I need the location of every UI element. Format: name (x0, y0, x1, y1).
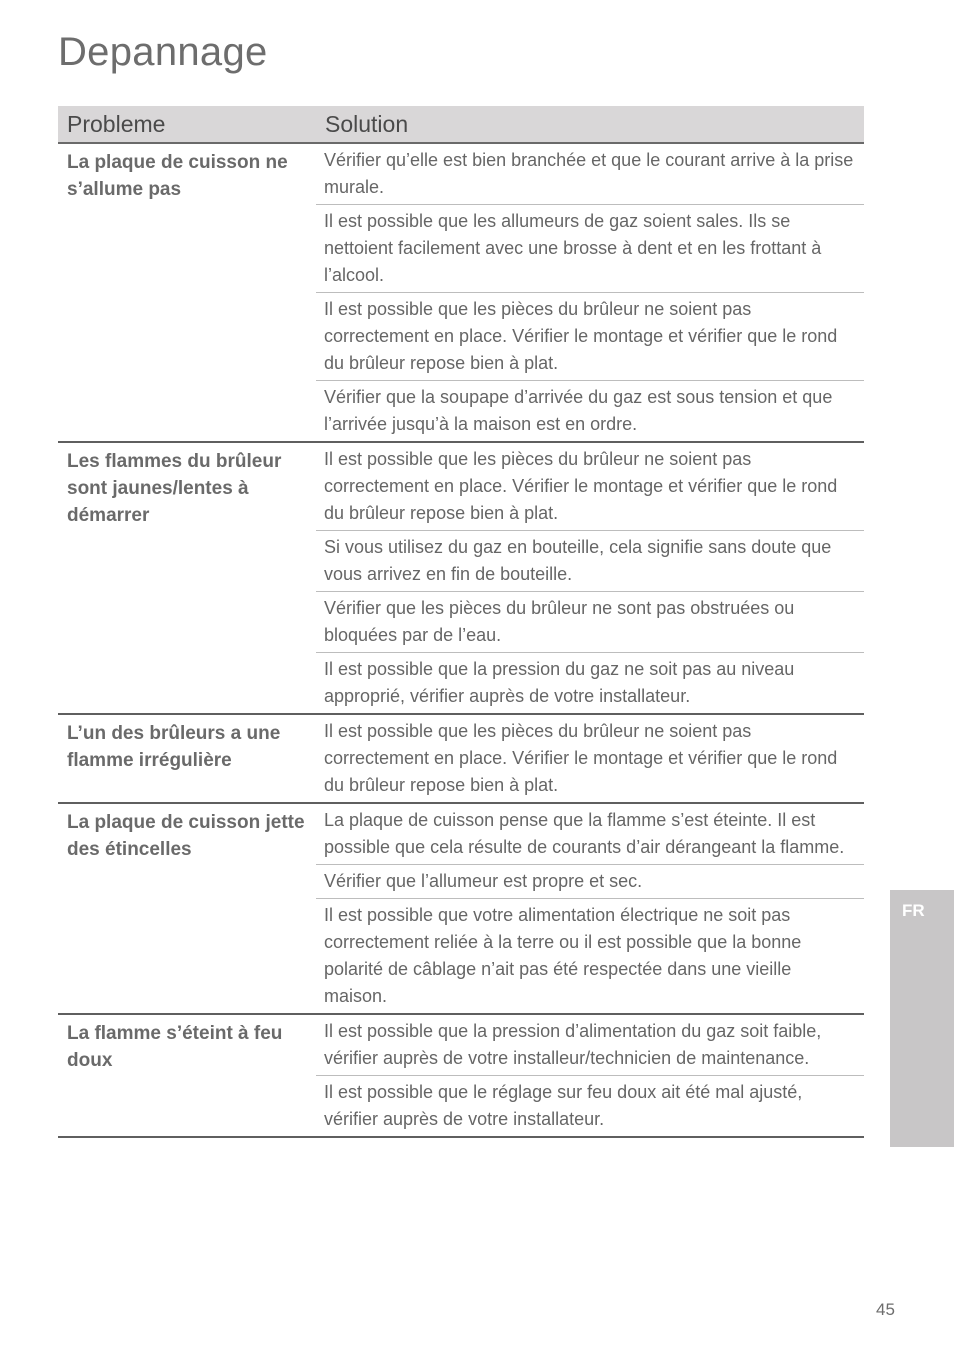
solution-cell: Il est possible que les pièces du brûleur ne soient pas correctement en place. Vérifier le montage et vérifier que le rond du brûleur repose bien à plat. (316, 443, 864, 531)
table-row (58, 144, 864, 443)
solution-cell: Vérifier que les pièces du brûleur ne sont pas obstruées ou bloquées par de l’eau. (316, 592, 864, 653)
problem-cell: L’un des brûleurs a une flamme irrégulière (67, 723, 281, 771)
header-problem: Probleme (67, 111, 166, 137)
problem-cell: La plaque de cuisson ne s’allume pas (67, 152, 288, 200)
solution-cell: Il est possible que les pièces du brûleur ne soient pas correctement en place. Vérifier le montage et vérifier que le rond du brûleur repose bien à plat. (316, 293, 864, 381)
problem-cell: Les flammes du brûleur sont jaunes/lentes à démarrer (67, 451, 282, 526)
solution-cell: Il est possible que les allumeurs de gaz soient sales. Ils se nettoient facilement avec une brosse à dent et en les frottant à l’alcool. (316, 205, 864, 293)
table-row (58, 715, 864, 804)
solution-cell: La plaque de cuisson pense que la flamme s’est éteinte. Il est possible que cela résulte de courants d’air dérangeant la flamme. (316, 804, 864, 865)
problem-cell: La plaque de cuisson jette des étincelles (67, 812, 305, 860)
language-label: FR (902, 901, 925, 920)
page-number: 45 (876, 1300, 895, 1319)
problem-cell: La flamme s’éteint à feu doux (67, 1023, 283, 1071)
solution-cell: Vérifier que la soupape d’arrivée du gaz est sous tension et que l’arrivée jusqu’à la maison est en ordre. (324, 387, 833, 434)
table-header (58, 106, 864, 144)
solution-cell: Il est possible que la pression d’alimentation du gaz soit faible, vérifier auprès de votre installeur/technicien de maintenance. (316, 1015, 864, 1076)
solution-cell: Il est possible que la pression du gaz ne soit pas au niveau approprié, vérifier auprès de votre installateur. (324, 659, 795, 706)
language-tab (890, 890, 954, 1147)
solution-cell: Si vous utilisez du gaz en bouteille, cela signifie sans doute que vous arrivez en fin de bouteille. (316, 531, 864, 592)
solution-cell: Vérifier qu’elle est bien branchée et que le courant arrive à la prise murale. (316, 144, 864, 205)
table-row (58, 443, 864, 715)
header-solution: Solution (325, 111, 409, 137)
page-title: Depannage (58, 30, 268, 74)
solution-cell: Vérifier que l’allumeur est propre et sec. (316, 865, 864, 899)
solution-cell: Il est possible que les pièces du brûleur ne soient pas correctement en place. Vérifier le montage et vérifier que le rond du brûleur repose bien à plat. (324, 721, 838, 795)
troubleshooting-table (58, 106, 864, 1138)
table-row (58, 1015, 864, 1138)
table-row (58, 804, 864, 1015)
solution-cell: Il est possible que le réglage sur feu doux ait été mal ajusté, vérifier auprès de votre installateur. (324, 1082, 803, 1129)
solution-cell: Il est possible que votre alimentation électrique ne soit pas correctement reliée à la terre ou il est possible que la bonne polarité de câblage n’ait pas été respectée dans une vieille maison. (324, 905, 802, 1006)
